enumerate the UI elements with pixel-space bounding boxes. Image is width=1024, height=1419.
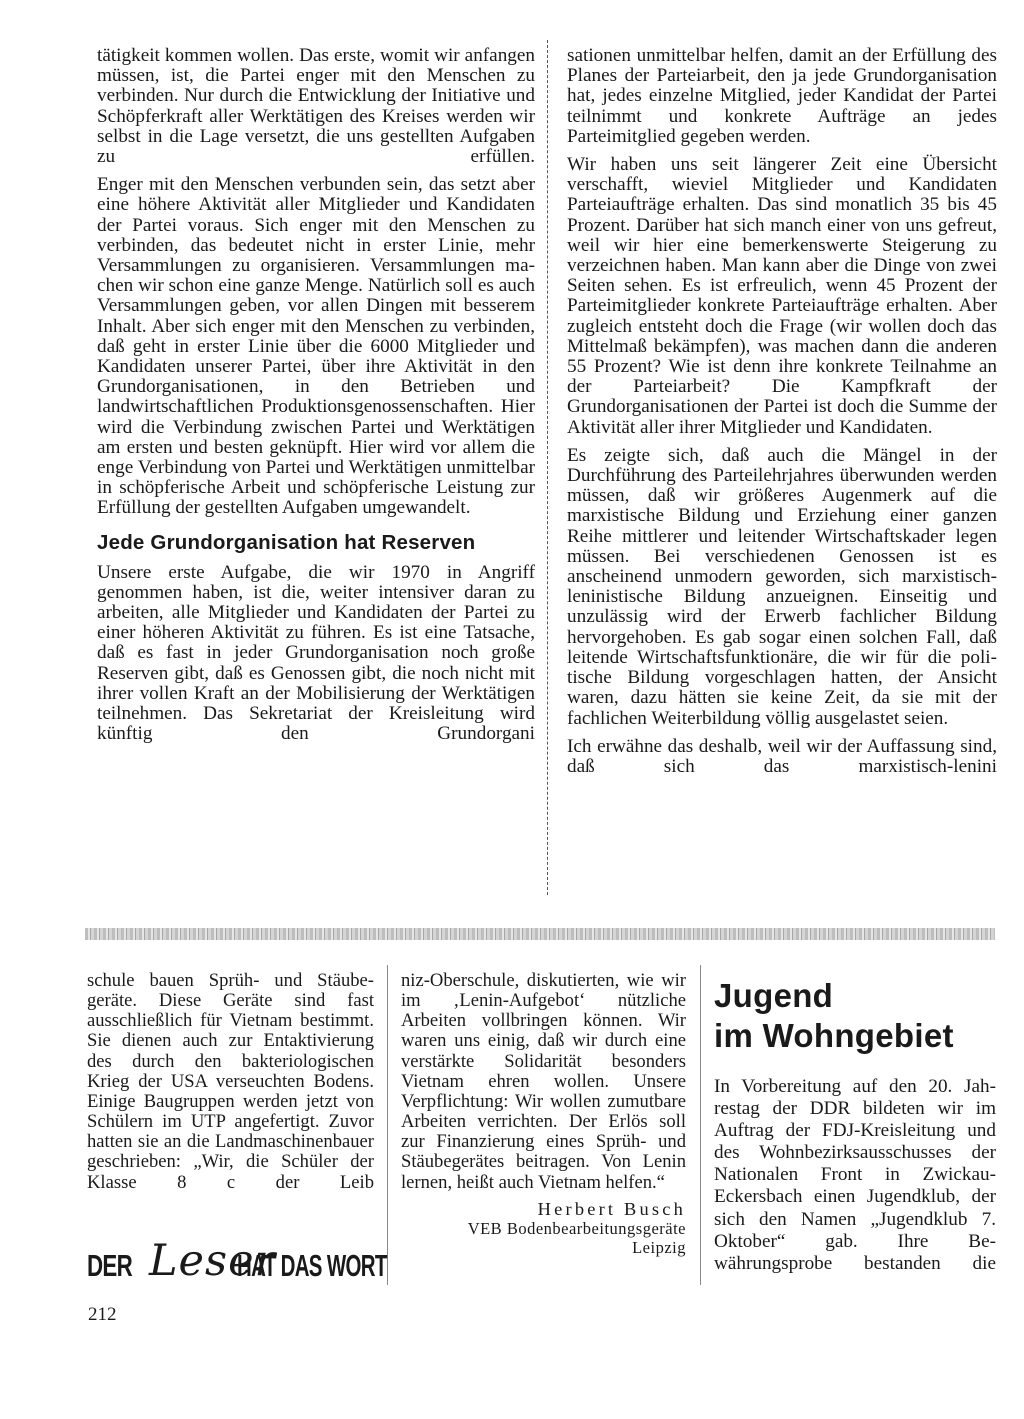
paragraph: niz-Oberschule, diskutierten, wie wir im ‚Lenin-Aufgebot‘ nützliche Arbeiten vollbringen können. Wir waren uns einig, daß wir durch eine verstärkte Solidarität besonders Vietnam ehren wollen. Unsere Verpflichtung: Wir wollen zumutbare Arbeiten verrichten. Der Erlös soll zur Finanzierung eines Sprüh- und Stäubegerätes beitragen. Von Lenin lernen, heißt auch Vietnam helfen.“ [401, 970, 686, 1193]
paragraph: Enger mit den Menschen verbunden sein, das setzt aber eine höhere Aktivität aller Mitglieder und Kandidaten der Partei voraus. Sich enger mit den Menschen zu verbinden, das bedeutet nicht in erster Linie, mehr Versammlungen zu organisieren. Versammlungen machen wir schon eine ganze Menge. Natürlich soll es auch Versammlungen geben, vor allen Dingen mit besserem Inhalt. Aber sich enger mit den Menschen zu verbinden, daß geht in erster Linie über die 6000 Mitglieder und Kandidaten unserer Partei, über ihre Aktivität in den Grundorganisationen, in den Betrieben und landwirtschaftlichen Produktionsgenossenschaften. Hier wird die Verbindung zwischen Partei und Werktätigen am ersten und besten geknüpft. Hier wird vor allem die enge Verbindung von Partei und Werktätigen unmittelbar in schöpferische Arbeit und schöpferische Leistung zur Erfüllung der gestellten Aufgaben umgewandelt. [97, 174, 535, 519]
author-affiliation: VEB Bodenbearbeitungsgeräte [467, 1218, 686, 1238]
page-number: 212 [88, 1304, 117, 1325]
section-rule [85, 928, 995, 940]
article-column-right [567, 46, 997, 777]
paragraph: tätigkeit kommen wollen. Das erste, womit wir anfangen müssen, ist, die Partei enger mit den Menschen zu verbinden. Nur durch die Entwicklung der Initiative und Schöpferkraft aller Werktätigen des Kreises werden wir selbst in die Lage versetzt, die uns gestellten Aufgaben zu erfüllen. [97, 45, 535, 168]
masthead-der: DER [87, 1248, 132, 1283]
author-signature: Herbert Busch [537, 1198, 686, 1219]
letter-column-middle [401, 971, 686, 1257]
paragraph: Wir haben uns seit längerer Zeit eine Übersicht verschafft, wieviel Mitglieder und Kandidaten Parteiaufträge erhalten. Das sind monatlich 35 bis 45 Prozent. Darüber hat sich manch einer von uns gefreut, weil wir hier eine bemerkenswerte Steigerung zu verzeichnen haben. Man kann aber die Dinge von zwei Seiten sehen. Es ist erfreulich, wenn 45 Prozent der Parteimitglieder konkrete Parteiaufträge erhalten. Aber zugleich entsteht doch die Frage (wir wollen doch das Mittelmaß bekämpfen), was machen dann die anderen 55 Prozent? Wie ist denn ihre konkrete Teilnahme an der Parteiarbeit? Die Kampfkraft der Grundorganisationen der Partei ist doch die Summe der Aktivität aller ihrer Mitglieder und Kandidaten. [567, 154, 997, 438]
paragraph: sationen unmittelbar helfen, damit an der Erfüllung des Planes der Parteiarbeit, den ja jede Grundorganisation hat, jedes einzelne Mitglied, jeder Kandidat der Partei teilnimmt und konkrete Aufträge an jedes Parteimitglied gegeben werden. [567, 45, 997, 147]
title-line: Jugend [714, 977, 834, 1014]
paragraph: schule bauen Sprüh- und Stäubegeräte. Diese Geräte sind fast ausschließlich für Vietnam bestimmt. Sie dienen auch zur Entaktivierung des durch den bakteriologischen Krieg der USA verseuchten Bodens. Einige Baugruppen werden jetzt von Schülern im UTP angefertigt. Zuvor hatten sie an die Landmaschinenbauer geschrieben: „Wir, die Schüler der Klasse 8 c der Leib [87, 970, 374, 1193]
article-column-left [97, 46, 535, 745]
paragraph: Es zeigte sich, daß auch die Mängel in der Durchführung des Parteilehrjahres überwunden werden müssen, daß wir größeres Augenmerk auf die marxistische Bildung und Erziehung einer ganzen Reihe mittlerer und leitender Wirtschaftskader legen müssen. Bei verschiedenen Genossen ist es anscheinend unmodern geworden, sich marxistisch-leninistische Bildung anzueignen. Einseitig und unzulässig wird der Erwerb fachlicher Bildung hervorgehoben. Es gab sogar einen solchen Fall, daß leitende Wirtschaftsfunktionäre, die wir für die politische Bildung vorgeschlagen hatten, der Ansicht waren, dazu hätten sie keine Zeit, da sie mit der fachlichen Weiterbildung völlig ausgelastet seien. [567, 444, 997, 729]
article-title [714, 976, 994, 1056]
paragraph: Ich erwähne das deshalb, weil wir der Auffassung sind, daß sich das marxistisch-lenini [567, 735, 997, 777]
paragraph: Unsere erste Aufgabe, die wir 1970 in Angriff genommen haben, ist die, weiter intensiver daran zu arbeiten, alle Mitglieder und Kandidaten der Partei zu einer höheren Aktivität zu führen. Es ist eine Tatsache, daß es fast in jeder Grundorganisation noch große Reserven gibt, daß es Genossen gibt, die noch nicht mit ihrer vollen Kraft an der Mobilisierung der Werktätigen teilnehmen. Das Sekretariat der Kreisleitung wird künftig den Grundorgani [97, 561, 535, 745]
section-heading: Jede Grundorganisation hat Reserven [97, 530, 476, 554]
article-column-jugend [714, 1076, 996, 1275]
column-divider [387, 965, 388, 1285]
column-divider [547, 40, 549, 895]
author-location: Leipzig [632, 1237, 686, 1257]
title-line: im Wohngebiet [714, 1017, 954, 1054]
letter-column-left [87, 971, 374, 1193]
masthead-hat-das-wort: HAT DAS WORT [237, 1248, 387, 1283]
section-masthead [87, 1236, 387, 1288]
paragraph: In Vorbereitung auf den 20. Jahrestag der DDR bildeten wir im Auftrag der FDJ-Kreisleitung und des Wohnbezirksausschusses der Nationalen Front in Zwickau-Eckersbach einen Jugendklub, der sich den Namen „Jugendklub 7. Oktober“ gab. Ihre Bewährungsprobe bestanden die [714, 1076, 996, 1274]
masthead-leser: Leser [149, 1236, 277, 1286]
column-divider [700, 965, 701, 1285]
